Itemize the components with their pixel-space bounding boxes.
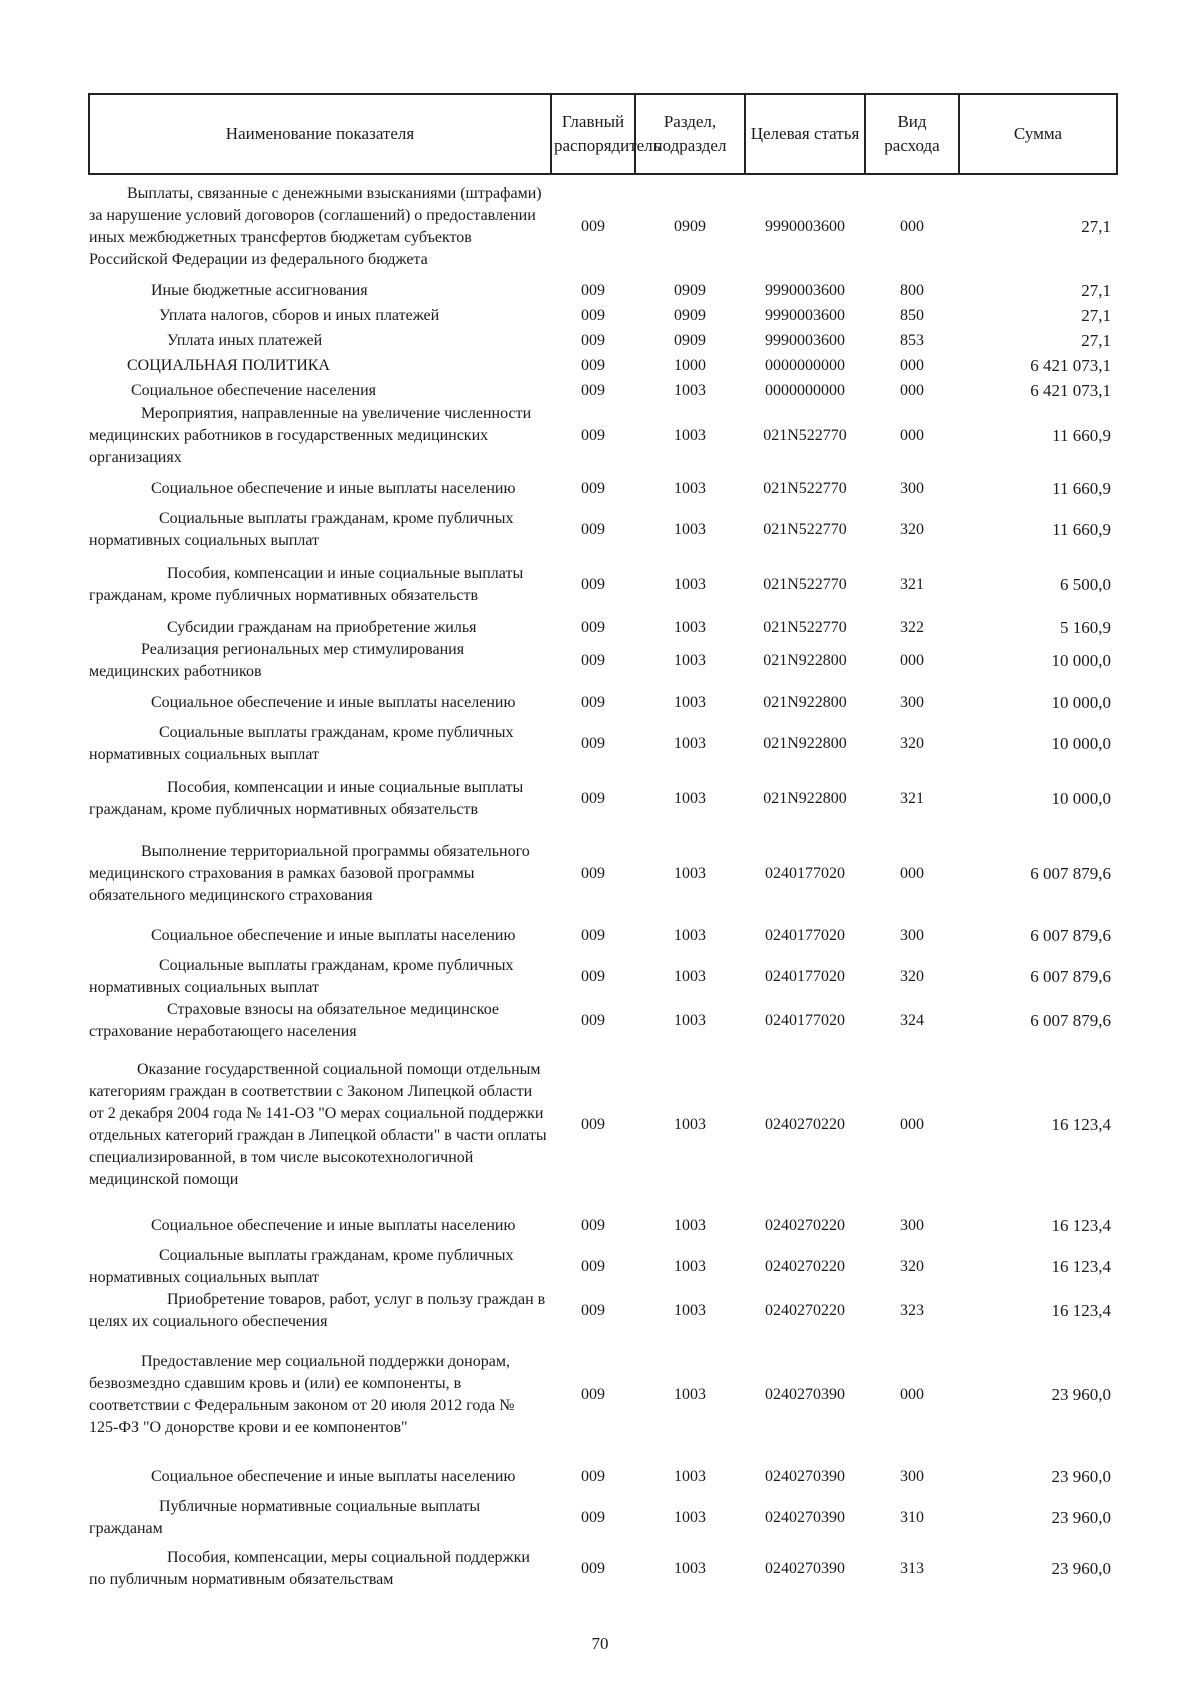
- row-manager: 009: [581, 575, 605, 593]
- header-sum: Сумма: [959, 94, 1117, 174]
- row-name: Страховые взносы на обязательное медицинское страхование неработающего населения: [89, 1001, 500, 1040]
- row-sum: 10 000,0: [1051, 651, 1111, 670]
- row-name: Социальное обеспечение и иные выплаты населению: [151, 1216, 516, 1234]
- table-row: [89, 508, 1117, 552]
- row-target: 9990003600: [765, 331, 845, 349]
- header-target: Целевая статья: [745, 94, 865, 174]
- row-sum: 10 000,0: [1051, 788, 1111, 808]
- row-sum: 27,1: [1081, 280, 1111, 300]
- row-manager: 009: [581, 306, 605, 324]
- row-manager: 009: [581, 1509, 605, 1526]
- row-name: Социальные выплаты гражданам, кроме публичных нормативных социальных выплат: [89, 1247, 514, 1286]
- table-row: [89, 403, 1117, 469]
- header-expense: Вид расхода: [865, 94, 959, 174]
- row-target: 021N522770: [763, 427, 847, 444]
- table-row: [89, 955, 1117, 999]
- row-sum: 23 960,0: [1051, 1558, 1111, 1578]
- row-target: 0240177020: [765, 926, 845, 944]
- row-name: Иные бюджетные ассигнования: [151, 281, 368, 299]
- table-row: [89, 378, 1117, 403]
- row-manager: 009: [581, 217, 605, 235]
- row-name: Оказание государственной социальной помощи отдельным категориям граждан в соответствии с Законом Липецкой области от 2 декабря 2004 года № 141-ОЗ "О мерах социальной поддержки отдельных категорий граждан в Липецкой области" в части оплаты специализированной, в том числе высокотехнологичной медицинской помощи: [89, 1060, 547, 1188]
- row-manager: 009: [581, 1302, 605, 1319]
- row-sum: 6 421 073,1: [1030, 380, 1111, 400]
- row-sum: 10 000,0: [1051, 692, 1111, 712]
- row-section: 1003: [674, 1012, 706, 1029]
- row-sum: 6 007 879,6: [1030, 863, 1111, 883]
- row-manager: 009: [581, 427, 605, 444]
- row-sum: 6 007 879,6: [1030, 1011, 1111, 1030]
- row-manager: 009: [581, 968, 605, 985]
- table-row: [89, 722, 1117, 766]
- row-expense: 320: [900, 735, 924, 752]
- row-name: Социальное обеспечение и иные выплаты населению: [151, 926, 516, 944]
- row-target: 0240270390: [765, 1509, 845, 1526]
- row-section: 1003: [674, 575, 706, 593]
- row-expense: 000: [900, 652, 924, 669]
- row-target: 021N922800: [763, 735, 847, 752]
- row-expense: 300: [900, 479, 924, 497]
- row-sum: 27,1: [1081, 305, 1111, 325]
- row-name: Социальные выплаты гражданам, кроме публичных нормативных социальных выплат: [89, 510, 514, 549]
- table-row: [89, 1333, 1117, 1457]
- row-target: 021N522770: [763, 575, 847, 593]
- row-expense: 850: [900, 306, 924, 324]
- row-section: 1003: [674, 652, 706, 669]
- row-sum: 11 660,9: [1052, 478, 1111, 498]
- row-expense: 300: [900, 926, 924, 944]
- row-expense: 320: [900, 1258, 924, 1275]
- row-sum: 5 160,9: [1060, 618, 1111, 637]
- row-sum: 11 660,9: [1052, 520, 1111, 539]
- row-manager: 009: [581, 693, 605, 711]
- row-name: Пособия, компенсации, меры социальной поддержки по публичным нормативным обязательствам: [89, 1548, 530, 1588]
- row-sum: 16 123,4: [1051, 1114, 1111, 1134]
- row-section: 1003: [674, 926, 706, 944]
- row-target: 021N922800: [763, 652, 847, 669]
- row-sum: 6 500,0: [1060, 574, 1111, 594]
- table-row: [89, 1540, 1117, 1597]
- header-name: Наименование показателя: [89, 94, 551, 174]
- row-name: Социальное обеспечение и иные выплаты населению: [151, 1467, 516, 1485]
- row-section: 1003: [674, 1216, 706, 1234]
- row-manager: 009: [581, 652, 605, 669]
- row-section: 1003: [674, 864, 706, 882]
- row-target: 0240270220: [765, 1115, 845, 1133]
- header-section: Раздел, подраздел: [635, 94, 745, 174]
- row-manager: 009: [581, 281, 605, 299]
- budget-table: [88, 93, 1118, 1597]
- row-section: 1003: [674, 693, 706, 711]
- table-row: [89, 469, 1117, 508]
- row-name: Социальное обеспечение населения: [131, 381, 376, 399]
- table-row: [89, 1289, 1117, 1333]
- row-section: 0909: [674, 281, 706, 299]
- row-target: 0240270390: [765, 1467, 845, 1485]
- row-name: Социальные выплаты гражданам, кроме публичных нормативных социальных выплат: [89, 957, 514, 996]
- table-row: [89, 552, 1117, 617]
- row-section: 1003: [674, 1302, 706, 1319]
- row-expense: 321: [900, 575, 924, 593]
- table-row: [89, 1245, 1117, 1289]
- row-manager: 009: [581, 926, 605, 944]
- row-expense: 300: [900, 693, 924, 711]
- row-expense: 000: [900, 356, 924, 374]
- table-body: [89, 174, 1117, 1597]
- row-name: Социальные выплаты гражданам, кроме публичных нормативных социальных выплат: [89, 724, 514, 763]
- row-expense: 800: [900, 281, 924, 299]
- row-manager: 009: [581, 381, 605, 399]
- row-manager: 009: [581, 331, 605, 349]
- row-section: 1003: [674, 619, 706, 636]
- row-section: 1003: [674, 521, 706, 538]
- row-name: Предоставление мер социальной поддержки донорам, безвозмездно сдавшим кровь и (или) ее компоненты, в соответствии с Федеральным законом от 20 июля 2012 года № 125-ФЗ "О донорстве крови и ее компонентов": [89, 1353, 515, 1436]
- row-expense: 300: [900, 1216, 924, 1234]
- row-sum: 16 123,4: [1051, 1301, 1111, 1320]
- row-sum: 6 421 073,1: [1030, 355, 1111, 375]
- row-section: 1003: [674, 968, 706, 985]
- row-name: Публичные нормативные социальные выплаты гражданам: [89, 1498, 481, 1537]
- row-name: Социальное обеспечение и иные выплаты населению: [151, 479, 516, 497]
- row-target: 9990003600: [765, 217, 845, 235]
- row-name: Уплата иных платежей: [167, 331, 323, 349]
- row-section: 1003: [674, 789, 706, 807]
- row-name: Социальное обеспечение и иные выплаты населению: [151, 693, 516, 711]
- row-section: 1000: [674, 356, 706, 374]
- row-manager: 009: [581, 356, 605, 374]
- row-sum: 23 960,0: [1051, 1385, 1111, 1404]
- row-section: 1003: [674, 1509, 706, 1526]
- row-expense: 000: [900, 1386, 924, 1403]
- row-manager: 009: [581, 619, 605, 636]
- row-target: 0240270390: [765, 1386, 845, 1403]
- row-expense: 000: [900, 1115, 924, 1133]
- row-target: 0000000000: [765, 381, 845, 399]
- table-row: [89, 831, 1117, 916]
- row-expense: 324: [900, 1012, 924, 1029]
- table-row: [89, 766, 1117, 831]
- row-manager: 009: [581, 1258, 605, 1275]
- row-expense: 853: [900, 331, 924, 349]
- row-sum: 6 007 879,6: [1030, 967, 1111, 986]
- row-manager: 009: [581, 864, 605, 882]
- row-target: 021N922800: [763, 693, 847, 711]
- row-section: 1003: [674, 1258, 706, 1275]
- row-target: 021N922800: [763, 789, 847, 807]
- row-name: СОЦИАЛЬНАЯ ПОЛИТИКА: [127, 356, 330, 374]
- row-expense: 000: [900, 217, 924, 235]
- row-manager: 009: [581, 521, 605, 538]
- row-section: 1003: [674, 1386, 706, 1403]
- row-sum: 16 123,4: [1051, 1257, 1111, 1276]
- row-manager: 009: [581, 735, 605, 752]
- table-row: [89, 278, 1117, 303]
- row-section: 1003: [674, 1115, 706, 1133]
- row-expense: 300: [900, 1467, 924, 1485]
- row-sum: 23 960,0: [1051, 1508, 1111, 1527]
- table-row: [89, 1457, 1117, 1496]
- row-manager: 009: [581, 1012, 605, 1029]
- row-sum: 16 123,4: [1051, 1215, 1111, 1235]
- table-row: [89, 1206, 1117, 1245]
- row-sum: 10 000,0: [1051, 734, 1111, 753]
- row-name: Уплата налогов, сборов и иных платежей: [159, 306, 440, 324]
- row-name: Выполнение территориальной программы обязательного медицинского страхования в рамках базовой программы обязательного медицинского страхования: [89, 842, 530, 904]
- table-row: [89, 683, 1117, 722]
- row-target: 9990003600: [765, 306, 845, 324]
- table-row: [89, 1043, 1117, 1206]
- header-manager: Главный распорядитель: [551, 94, 635, 174]
- row-name: Приобретение товаров, работ, услуг в пользу граждан в целях их социального обеспечения: [89, 1291, 546, 1330]
- row-name: Мероприятия, направленные на увеличение численности медицинских работников в государственных медицинских организациях: [89, 405, 532, 466]
- row-expense: 320: [900, 521, 924, 538]
- table-row: [89, 303, 1117, 328]
- row-section: 0909: [674, 306, 706, 324]
- row-name: Пособия, компенсации и иные социальные выплаты гражданам, кроме публичных нормативных обязательств: [89, 564, 524, 604]
- row-section: 1003: [674, 479, 706, 497]
- row-target: 0240270220: [765, 1258, 845, 1275]
- row-sum: 23 960,0: [1051, 1466, 1111, 1486]
- row-section: 1003: [674, 735, 706, 752]
- table-header: [89, 94, 1117, 174]
- row-section: 1003: [674, 381, 706, 399]
- row-expense: 323: [900, 1302, 924, 1319]
- row-expense: 320: [900, 968, 924, 985]
- row-target: 9990003600: [765, 281, 845, 299]
- row-target: 0240177020: [765, 968, 845, 985]
- row-manager: 009: [581, 1467, 605, 1485]
- row-target: 021N522770: [763, 479, 847, 497]
- row-sum: 27,1: [1081, 216, 1111, 236]
- row-target: 021N522770: [763, 619, 847, 636]
- table-row: [89, 1496, 1117, 1540]
- row-manager: 009: [581, 1559, 605, 1577]
- table-row: [89, 617, 1117, 639]
- row-name: Реализация региональных мер стимулирования медицинских работников: [89, 641, 465, 680]
- table-row: [89, 353, 1117, 378]
- row-expense: 000: [900, 427, 924, 444]
- row-expense: 321: [900, 789, 924, 807]
- row-manager: 009: [581, 1115, 605, 1133]
- row-target: 0240270220: [765, 1302, 845, 1319]
- row-manager: 009: [581, 479, 605, 497]
- row-target: 0240177020: [765, 864, 845, 882]
- row-sum: 11 660,9: [1052, 426, 1111, 445]
- row-manager: 009: [581, 789, 605, 807]
- row-expense: 000: [900, 381, 924, 399]
- row-expense: 310: [900, 1509, 924, 1526]
- row-section: 0909: [674, 217, 706, 235]
- row-section: 1003: [674, 1467, 706, 1485]
- row-target: 0240270390: [765, 1559, 845, 1577]
- table-row: [89, 639, 1117, 683]
- table-row: [89, 174, 1117, 278]
- table-row: [89, 328, 1117, 353]
- row-expense: 313: [900, 1559, 924, 1577]
- row-name: Пособия, компенсации и иные социальные выплаты гражданам, кроме публичных нормативных обязательств: [89, 778, 524, 818]
- row-expense: 322: [900, 619, 924, 636]
- row-manager: 009: [581, 1216, 605, 1234]
- row-target: 0240177020: [765, 1012, 845, 1029]
- row-target: 021N522770: [763, 521, 847, 538]
- page-number: 70: [591, 1634, 609, 1653]
- row-manager: 009: [581, 1386, 605, 1403]
- row-name: Выплаты, связанные с денежными взысканиями (штрафами) за нарушение условий договоров (соглашений) о предоставлении иных межбюджетных трансфертов бюджетам субъектов Российской Федерации из федерального бюджета: [89, 184, 542, 268]
- table-row: [89, 916, 1117, 955]
- row-section: 1003: [674, 427, 706, 444]
- row-section: 0909: [674, 331, 706, 349]
- row-expense: 000: [900, 864, 924, 882]
- row-sum: 27,1: [1081, 330, 1111, 350]
- row-sum: 6 007 879,6: [1030, 925, 1111, 945]
- table-row: [89, 999, 1117, 1043]
- row-name: Субсидии гражданам на приобретение жилья: [167, 619, 477, 636]
- row-section: 1003: [674, 1559, 706, 1577]
- row-target: 0240270220: [765, 1216, 845, 1234]
- row-target: 0000000000: [765, 356, 845, 374]
